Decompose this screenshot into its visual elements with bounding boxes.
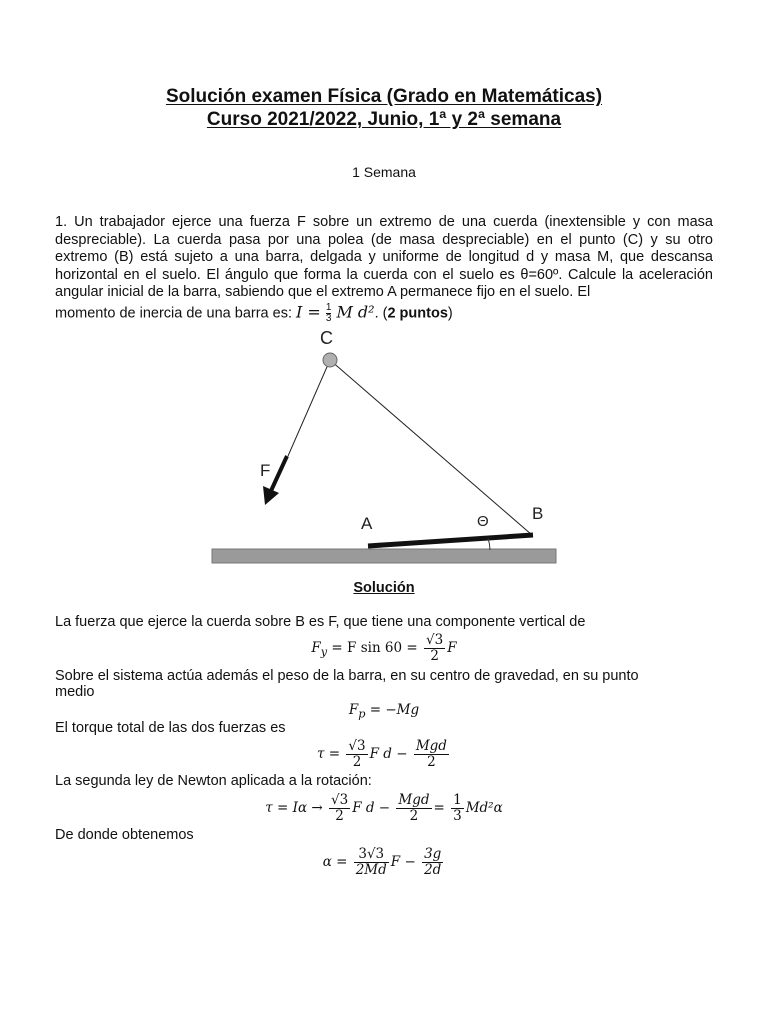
label-theta: Θ — [477, 513, 489, 530]
physics-diagram — [210, 328, 558, 568]
eq5-lhs: α = — [322, 854, 348, 870]
eq4-rhs: Md²α — [465, 800, 503, 816]
solution-line-5: De donde obtenemos — [55, 827, 194, 843]
label-c: C — [320, 328, 333, 348]
eq5-num2: 3g — [424, 846, 442, 862]
inertia-prefix: momento de inercia de una barra es: — [55, 305, 292, 322]
rope — [330, 360, 532, 535]
eq3-mid: F d − — [369, 746, 408, 762]
equation-alpha — [0, 847, 768, 878]
solution-line-2a: Sobre el sistema actúa además el peso de la barra, en su centro de gravedad, en su punto — [55, 668, 639, 684]
label-a: A — [361, 514, 373, 533]
eq4-num1: √3 — [331, 792, 349, 808]
inertia-lhs: I = — [296, 302, 321, 322]
label-b: B — [532, 504, 544, 523]
eq4-fraction-1 — [329, 793, 350, 824]
document-title-line-2: Curso 2021/2022, Junio, 1ª y 2ª semana — [206, 109, 562, 130]
eq1-rhs: F — [447, 640, 457, 656]
eq3-fraction-2 — [414, 739, 449, 770]
equation-newton-rotation — [0, 793, 768, 824]
eq5-num1: 3√3 — [354, 847, 389, 863]
eq4-fraction-3 — [451, 793, 464, 824]
eq3-num1: √3 — [348, 738, 366, 754]
equation-fy — [0, 633, 768, 664]
eq3-fraction-1 — [346, 739, 367, 770]
eq5-den1: 2Md — [355, 862, 387, 878]
eq2-lhs: F — [348, 702, 359, 718]
eq5-fraction-1 — [354, 847, 389, 878]
eq1-lhs: F — [311, 640, 321, 656]
eq4-num2: Mgd — [398, 792, 430, 808]
eq3-den2: 2 — [427, 754, 436, 770]
force-arrow-shaft — [270, 456, 287, 493]
eq4-fraction-2 — [396, 793, 431, 824]
eq5-fraction-2 — [422, 847, 443, 878]
solution-line-1: La fuerza que ejerce la cuerda sobre B es F, que tiene una componente vertical de — [55, 614, 586, 630]
eq3-den1: 2 — [352, 754, 362, 770]
eq4-den3: 3 — [453, 808, 462, 824]
bar — [368, 535, 533, 546]
eq3-lhs: τ = — [317, 746, 341, 762]
eq5-den2: 2d — [424, 862, 442, 878]
rope-to-force — [288, 360, 330, 456]
eq5-mid: F − — [390, 854, 416, 870]
eq1-sub: y — [320, 645, 328, 659]
problem-text: 1. Un trabajador ejerce una fuerza F sobre un extremo de una cuerda (inextensible y con masa despreciable). La cuerda pasa por una polea (de masa despreciable) en el punto (C) y su otro extremo (B) está sujeto a una barra, delgada y uniforme de longitud d y masa M, que descansa horizontal en el suelo. El ángulo que forma la cuerda con el suelo es θ=60º. Calcule la aceleración angular inicial de la barra, sabiendo que el extremo A permanece fijo en el suelo. El — [55, 214, 713, 300]
points-close: ) — [447, 305, 453, 322]
points-value: 2 puntos — [387, 305, 448, 322]
eq1-num: √3 — [426, 632, 444, 648]
eq2-sub: p — [358, 707, 366, 721]
solution-line-4: La segunda ley de Newton aplicada a la rotación: — [55, 773, 372, 789]
equation-torque — [0, 739, 768, 770]
solution-line-3: El torque total de las dos fuerzas es — [55, 720, 286, 736]
inertia-rhs: M d² — [336, 302, 375, 322]
ground — [212, 549, 556, 563]
eq2-rhs: = −Mg — [365, 702, 420, 718]
eq4-lhs: τ = Iα → — [265, 800, 323, 816]
eq3-num2: Mgd — [415, 738, 447, 754]
eq1-mid: = F sin 60 = — [327, 640, 418, 656]
eq4-num3: 1 — [453, 792, 462, 808]
label-f: F — [260, 461, 271, 480]
eq1-den: 2 — [430, 648, 439, 664]
eq4-den2: 2 — [409, 808, 419, 824]
pulley — [323, 353, 337, 367]
solution-heading: Solución — [353, 580, 415, 596]
week-label: 1 Semana — [352, 164, 416, 180]
inertia-fraction — [326, 303, 332, 324]
problem-statement — [55, 214, 713, 302]
eq1-fraction — [424, 633, 445, 664]
inertia-fraction-den: 3 — [325, 313, 332, 324]
inertia-fraction-num: 1 — [325, 302, 332, 313]
points-open: . ( — [374, 305, 388, 322]
eq4-equals: = — [433, 800, 445, 816]
solution-line-2b: medio — [55, 684, 95, 700]
eq4-mid: F d − — [352, 800, 391, 816]
document-title-line-1: Solución examen Física (Grado en Matemáticas) — [165, 86, 603, 107]
eq4-den1: 2 — [335, 808, 344, 824]
problem-inertia-line — [55, 303, 453, 324]
